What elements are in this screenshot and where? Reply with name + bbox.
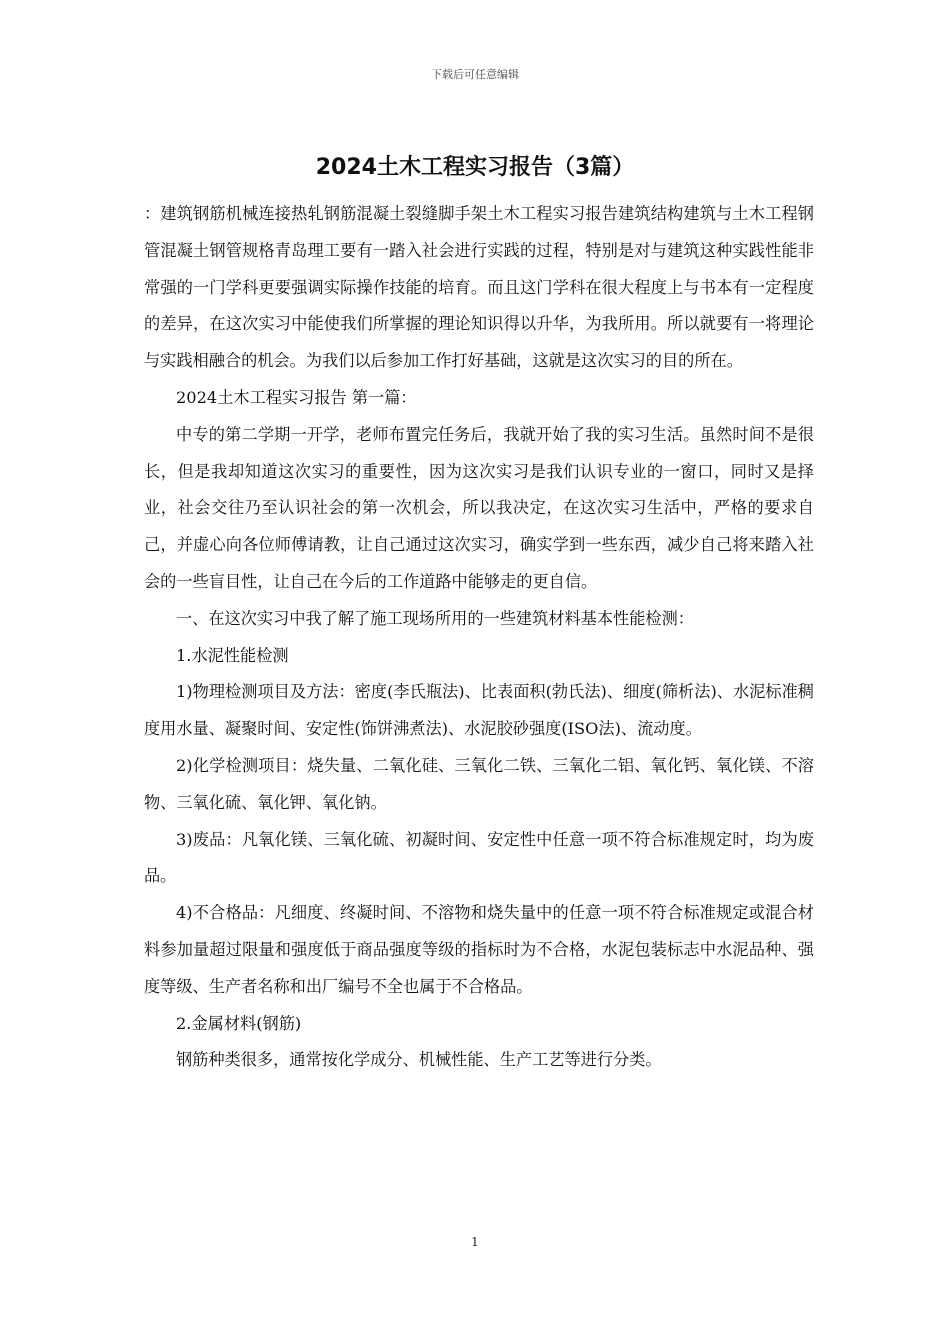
paragraph: 2024土木工程实习报告 第一篇： <box>176 387 417 407</box>
paragraph: 中专的第二学期一开学，老师布置完任务后，我就开始了我的实习生活。虽然时间不是很长，但是我却知道这次实习的重要性，因为这次实习是我们认识专业的一窗口，同时又是择业，社会交往乃至认识社会的第一次机会，所以我决定，在这次实习生活中，严格的要求自己，并虚心向各位师傅请教，让自己通过这次实习，确实学到一些东西，减少自己将来踏入社会的一些盲目性，让自己在今后的工作道路中能够走的更自信。 <box>144 424 814 591</box>
paragraph: ：建筑钢筋机械连接热轧钢筋混凝土裂缝脚手架土木工程实习报告建筑结构建筑与土木工程钢管混凝土钢管规格青岛理工要有一踏入社会进行实践的过程，特别是对与建筑这种实践性能非常强的一门学科更要强调实际操作技能的培育。而且这门学科在很大程度上与书本有一定程度的差异，在这次实习中能使我们所掌握的理论知识得以升华，为我所用。所以就要有一将理论与实践相融合的机会。为我们以后参加工作打好基础，这就是这次实习的目的所在。 <box>144 204 814 371</box>
paragraph: 1.水泥性能检测 <box>176 645 289 665</box>
document-body <box>144 196 814 1079</box>
paragraph: 3)废品：凡氧化镁、三氧化硫、初凝时间、安定性中任意一项不符合标准规定时，均为废品。 <box>144 829 814 886</box>
paragraph: 4)不合格品：凡细度、终凝时间、不溶物和烧失量中的任意一项不符合标准规定或混合材料参加量超过限量和强度低于商品强度等级的指标时为不合格，水泥包装标志中水泥品种、强度等级、生产者名称和出厂编号不全也属于不合格品。 <box>144 903 814 996</box>
paragraph: 2.金属材料(钢筋) <box>176 1013 302 1033</box>
paragraph: 钢筋种类很多，通常按化学成分、机械性能、生产工艺等进行分类。 <box>176 1050 662 1070</box>
paragraph: 2)化学检测项目：烧失量、二氧化硅、三氧化二铁、三氧化二铝、氧化钙、氧化镁、不溶物、三氧化硫、氧化钾、氧化钠。 <box>144 755 814 812</box>
paragraph: 一、在这次实习中我了解了施工现场所用的一些建筑材料基本性能检测： <box>176 608 694 628</box>
document-title: 2024土木工程实习报告（3篇） <box>315 155 635 180</box>
paragraph: 1)物理检测项目及方法：密度(李氏瓶法)、比表面积(勃氏法)、细度(筛析法)、水泥标准稠度用水量、凝聚时间、安定性(饰饼沸煮法)、水泥胶砂强度(ISO法)、流动度。 <box>144 682 814 739</box>
page-number: 1 <box>471 1235 479 1249</box>
header-note: 下载后可任意编辑 <box>431 68 519 81</box>
